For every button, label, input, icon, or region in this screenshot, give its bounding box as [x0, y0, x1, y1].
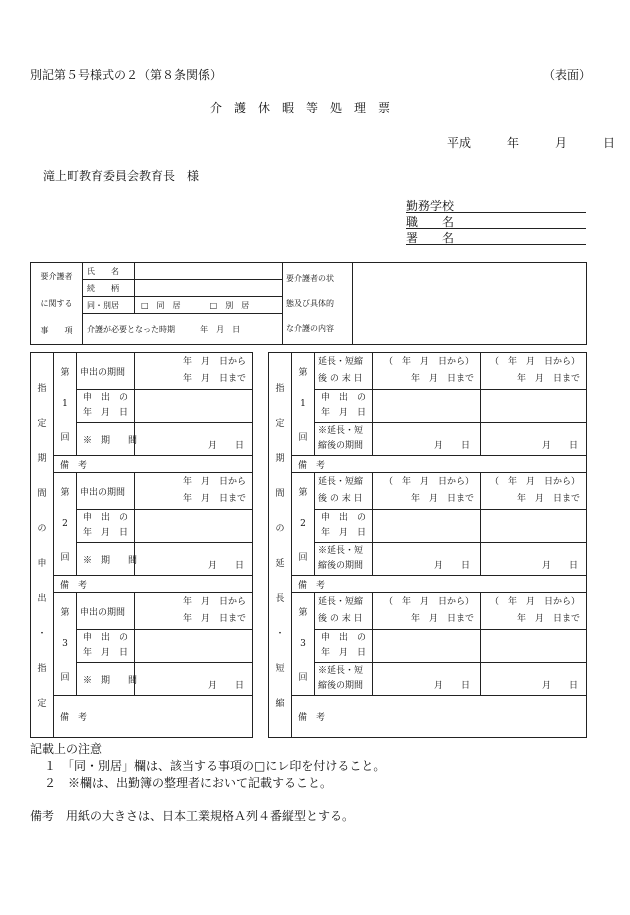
right-round-3-apply-label: 申 出 の 年 月 日 — [315, 630, 373, 663]
right-round-3-apply-input-b[interactable] — [481, 630, 587, 663]
right-round-3-label: 第 3 回 — [292, 593, 315, 696]
right-round-3-end-label: 延長・短縮 後 の 末 日 — [315, 593, 373, 630]
date-line: 平成 年 月 日 — [447, 136, 616, 150]
right-round-3-remarks[interactable]: 備 考 — [292, 696, 587, 738]
position-label: 職 名 — [406, 215, 455, 229]
state-input[interactable] — [353, 263, 587, 345]
left-round-3-label: 第 3 回 — [54, 593, 77, 696]
school-label: 勤務学校 — [406, 199, 455, 213]
right-round-3-end-cell-a[interactable]: （ 年 月 日から） 年 月 日まで — [373, 593, 481, 630]
right-round-1-label: 第 1 回 — [292, 353, 315, 456]
right-round-2-end-label: 延長・短縮 後 の 末 日 — [315, 473, 373, 510]
right-round-1-end-label: 延長・短縮 後 の 末 日 — [315, 353, 373, 390]
left-round-2-term-cell[interactable]: 月 日 — [135, 543, 253, 576]
left-round-1-term-cell[interactable]: 月 日 — [135, 423, 253, 456]
left-round-1-term-label: ※ 期 間 — [77, 423, 135, 456]
name-label: 氏 名 — [83, 263, 135, 280]
right-round-3-apply-input-a[interactable] — [373, 630, 481, 663]
living-options — [135, 297, 283, 314]
left-round-3-period-cell[interactable]: 年 月 日から 年 月 日まで — [135, 593, 253, 630]
addressee: 滝上町教育委員会教育長 様 — [43, 169, 200, 183]
name-label: 署 名 — [406, 231, 455, 245]
name-field[interactable] — [406, 229, 586, 245]
left-round-3-apply-label: 申 出 の 年 月 日 — [77, 630, 135, 663]
right-round-3-term-label: ※延長・短 縮後の期間 — [315, 663, 373, 696]
left-round-1-remarks[interactable]: 備 考 — [54, 456, 253, 473]
left-round-2-period-label: 申出の期間 — [77, 473, 135, 510]
right-round-2-end-cell-a[interactable]: （ 年 月 日から） 年 月 日まで — [373, 473, 481, 510]
right-round-3-term-cell-a[interactable]: 月 日 — [373, 663, 481, 696]
right-round-1-end-cell-a[interactable]: （ 年 月 日から） 年 月 日まで — [373, 353, 481, 390]
left-side-label: 指 定 期 間 の 申 出 ・ 指 定 — [31, 353, 54, 738]
living-label: 同・別居 — [83, 297, 135, 314]
right-round-2-apply-input-b[interactable] — [481, 510, 587, 543]
left-round-3-remarks[interactable]: 備 考 — [54, 696, 253, 738]
left-round-3-period-label: 申出の期間 — [77, 593, 135, 630]
care-period-value: 年 月 日 — [200, 324, 241, 334]
side-label: （表面） — [543, 68, 592, 82]
school-field[interactable] — [406, 197, 586, 213]
right-round-3-term-cell-b[interactable]: 月 日 — [481, 663, 587, 696]
right-round-1-end-cell-b[interactable]: （ 年 月 日から） 年 月 日まで — [481, 353, 587, 390]
left-round-3-apply-input[interactable] — [135, 630, 253, 663]
right-round-2-remarks[interactable]: 備 考 — [292, 576, 587, 593]
right-round-1-apply-input-b[interactable] — [481, 390, 587, 423]
left-round-2-apply-label: 申 出 の 年 月 日 — [77, 510, 135, 543]
left-round-2-remarks[interactable]: 備 考 — [54, 576, 253, 593]
notes-item-2: ２ ※欄は、出勤簿の整理者において記載すること。 — [44, 776, 333, 790]
right-round-2-term-label: ※延長・短 縮後の期間 — [315, 543, 373, 576]
right-round-2-apply-input-a[interactable] — [373, 510, 481, 543]
left-round-1-apply-label: 申 出 の 年 月 日 — [77, 390, 135, 423]
paper-size-remark: 備考 用紙の大きさは、日本工業規格Ａ列４番縦型とする。 — [30, 809, 355, 823]
notes-heading: 記載上の注意 — [30, 742, 103, 756]
right-round-3-end-cell-b[interactable]: （ 年 月 日から） 年 月 日まで — [481, 593, 587, 630]
left-round-3-term-label: ※ 期 間 — [77, 663, 135, 696]
living-apart-checkbox[interactable]: □ 別 居 — [209, 300, 250, 310]
right-round-1-remarks[interactable]: 備 考 — [292, 456, 587, 473]
right-round-1-term-cell-a[interactable]: 月 日 — [373, 423, 481, 456]
care-period-cell[interactable] — [83, 314, 283, 345]
form-number: 別記第５号様式の２（第８条関係） — [30, 68, 223, 82]
left-block-table — [30, 352, 253, 738]
care-period-label: 介護が必要となった時期 — [87, 324, 175, 334]
right-round-1-apply-input-a[interactable] — [373, 390, 481, 423]
relation-label: 続 柄 — [83, 280, 135, 297]
position-field[interactable] — [406, 213, 586, 229]
left-round-1-period-cell[interactable]: 年 月 日から 年 月 日まで — [135, 353, 253, 390]
left-round-1-label: 第 1 回 — [54, 353, 77, 456]
left-round-1-apply-input[interactable] — [135, 390, 253, 423]
right-round-2-apply-label: 申 出 の 年 月 日 — [315, 510, 373, 543]
left-round-2-term-label: ※ 期 間 — [77, 543, 135, 576]
right-block-table — [268, 352, 587, 738]
left-round-3-term-cell[interactable]: 月 日 — [135, 663, 253, 696]
care-recipient-table — [30, 262, 587, 345]
left-round-2-label: 第 2 回 — [54, 473, 77, 576]
living-together-checkbox[interactable]: □ 同 居 — [141, 300, 181, 310]
right-round-2-end-cell-b[interactable]: （ 年 月 日から） 年 月 日まで — [481, 473, 587, 510]
right-round-1-term-label: ※延長・短 縮後の期間 — [315, 423, 373, 456]
right-round-2-term-cell-a[interactable]: 月 日 — [373, 543, 481, 576]
notes-item-1: １ 「同・別居」欄は、該当する事項の□にレ印を付けること。 — [44, 759, 386, 773]
state-label: 要介護者の状 態及び具体的 な介護の内容 — [283, 263, 353, 345]
right-side-label: 指 定 期 間 の 延 長 ・ 短 縮 — [269, 353, 292, 738]
right-round-1-term-cell-b[interactable]: 月 日 — [481, 423, 587, 456]
left-round-2-apply-input[interactable] — [135, 510, 253, 543]
signature-block — [406, 197, 586, 245]
right-round-1-apply-label: 申 出 の 年 月 日 — [315, 390, 373, 423]
right-round-2-term-cell-b[interactable]: 月 日 — [481, 543, 587, 576]
name-input[interactable] — [135, 263, 283, 280]
page-title: 介 護 休 暇 等 処 理 票 — [210, 101, 391, 115]
left-round-2-period-cell[interactable]: 年 月 日から 年 月 日まで — [135, 473, 253, 510]
right-round-2-label: 第 2 回 — [292, 473, 315, 576]
care-row-label: 要介護者 に関する 事 項 — [31, 263, 83, 345]
left-round-1-period-label: 申出の期間 — [77, 353, 135, 390]
relation-input[interactable] — [135, 280, 283, 297]
